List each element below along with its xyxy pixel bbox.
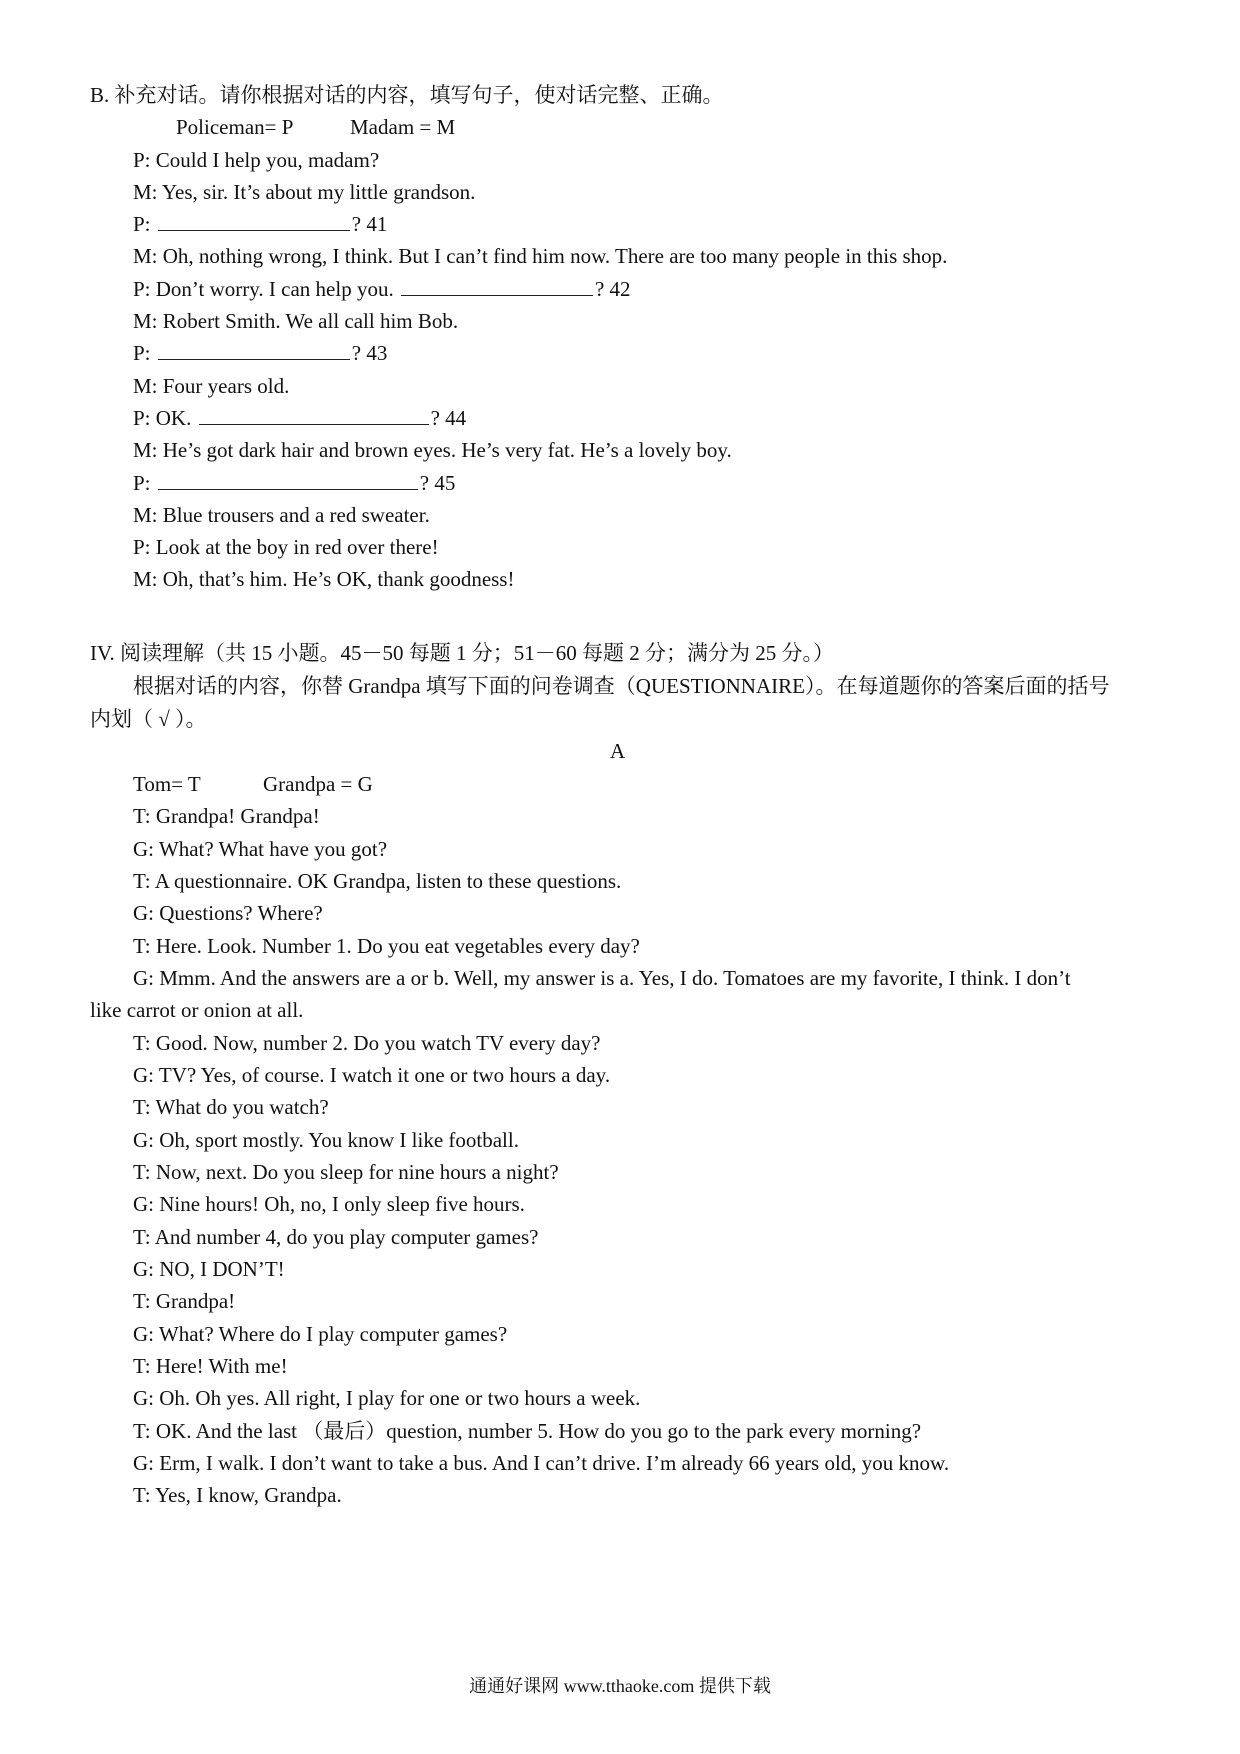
answer-42-blank[interactable] [401,277,593,296]
dialogue-line: M: Oh, nothing wrong, I think. But I can’t find him now. There are too many people in this shop. [133,244,948,268]
question-41-line [133,211,387,237]
dialogue-line: P: Look at the boy in red over there! [133,535,439,559]
dialogue-line: T: Now, next. Do you sleep for nine hours a night? [133,1160,559,1184]
q45-prefix: P: [133,471,151,495]
dialogue-line: P: Could I help you, madam? [133,148,380,172]
dialogue-line: T: Grandpa! [133,1289,236,1313]
dialogue-line: G: Oh, sport mostly. You know I like football. [133,1128,519,1152]
answer-44-blank[interactable] [199,406,429,425]
role-tom: Tom= T [133,772,201,796]
role-madam: Madam = M [350,115,456,139]
dialogue-line: T: Here! With me! [133,1354,288,1378]
dialogue-line: like carrot or onion at all. [90,998,304,1022]
dialogue-line: T: Here. Look. Number 1. Do you eat vegetables every day? [133,934,640,958]
q41-prefix: P: [133,212,151,236]
dialogue-line: T: A questionnaire. OK Grandpa, listen to these questions. [133,869,622,893]
dialogue-line: G: What? Where do I play computer games? [133,1322,508,1346]
instruction-line: 根据对话的内容，你替 Grandpa 填写下面的问卷调查（QUESTIONNAIRE）。在每道题你的答案后面的括号 [133,674,1110,698]
q42-prefix: P: Don’t worry. I can help you. [133,277,394,301]
role-grandpa: Grandpa = G [263,772,373,796]
dialogue-line: M: He’s got dark hair and brown eyes. He’s very fat. He’s a lovely boy. [133,438,732,462]
dialogue-line: T: And number 4, do you play computer games? [133,1225,539,1249]
q45-suffix: ? 45 [419,471,456,495]
section-b-title: B. 补充对话。请你根据对话的内容，填写句子，使对话完整、正确。 [90,83,724,107]
dialogue-line: M: Oh, that’s him. He’s OK, thank goodness! [133,567,515,591]
dialogue-line: M: Yes, sir. It’s about my little grandson. [133,180,476,204]
dialogue-line: M: Robert Smith. We all call him Bob. [133,309,459,333]
section-iv-title: IV. 阅读理解（共 15 小题。45－50 每题 1 分；51－60 每题 2 分；满分为 25 分。） [90,641,834,665]
page-footer: 通通好课网 www.tthaoke.com 提供下载 [469,1676,771,1696]
role-policeman: Policeman= P [176,115,294,139]
dialogue-line: G: Mmm. And the answers are a or b. Well, my answer is a. Yes, I do. Tomatoes are my favorite, I think. I don’t [133,966,1071,990]
part-label: A [610,739,626,763]
question-43-line [133,340,387,366]
dialogue-line: G: TV? Yes, of course. I watch it one or two hours a day. [133,1063,611,1087]
question-44-line [133,405,466,431]
q43-prefix: P: [133,341,151,365]
answer-43-blank[interactable] [158,341,350,360]
dialogue-line: T: OK. And the last （最后）question, number 5. How do you go to the park every morning? [133,1419,922,1443]
dialogue-line: T: Grandpa! Grandpa! [133,804,320,828]
question-42-line [133,276,631,302]
dialogue-line: G: Erm, I walk. I don’t want to take a bus. And I can’t drive. I’m already 66 years old, you know. [133,1451,950,1475]
dialogue-line: G: Questions? Where? [133,901,323,925]
dialogue-line: G: NO, I DON’T! [133,1257,285,1281]
dialogue-line: M: Four years old. [133,374,290,398]
question-45-line [133,470,455,496]
q44-suffix: ? 44 [430,406,467,430]
q44-prefix: P: OK. [133,406,192,430]
answer-45-blank[interactable] [158,471,418,490]
q43-suffix: ? 43 [351,341,388,365]
dialogue-line: G: Oh. Oh yes. All right, I play for one or two hours a week. [133,1386,641,1410]
dialogue-line: G: Nine hours! Oh, no, I only sleep five hours. [133,1192,525,1216]
dialogue-line: T: Good. Now, number 2. Do you watch TV every day? [133,1031,601,1055]
dialogue-line: M: Blue trousers and a red sweater. [133,503,430,527]
dialogue-line: T: What do you watch? [133,1095,329,1119]
q41-suffix: ? 41 [351,212,388,236]
answer-41-blank[interactable] [158,212,350,231]
q42-suffix: ? 42 [594,277,631,301]
dialogue-line: T: Yes, I know, Grandpa. [133,1483,342,1507]
instruction-line: 内划（ √ ）。 [90,707,207,731]
dialogue-line: G: What? What have you got? [133,837,388,861]
